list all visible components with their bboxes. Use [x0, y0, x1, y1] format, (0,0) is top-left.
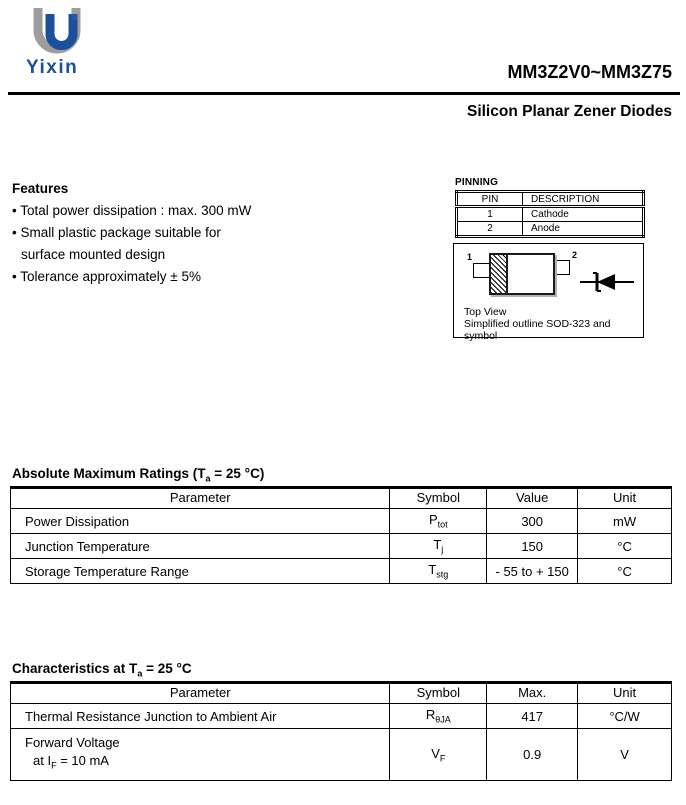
pinning-row	[457, 222, 644, 237]
parameter-line: Forward Voltage	[25, 735, 120, 751]
value-cell: 0.9	[487, 729, 578, 781]
feature-item: • Small plastic package suitable for	[12, 225, 221, 240]
caption-top-view: Top View	[464, 306, 507, 318]
description-column-header: DESCRIPTION	[523, 192, 644, 207]
condition-text: = 10 mA	[56, 753, 109, 769]
zener-diode-symbol-icon	[579, 270, 635, 299]
condition-text: at I	[33, 753, 52, 769]
table-row	[11, 559, 672, 584]
brand-logo	[26, 6, 116, 79]
table-row	[11, 729, 672, 781]
features-title: Features	[12, 181, 69, 196]
caption-outline: Simplified outline SOD-323 and symbol	[464, 318, 611, 342]
pin-column-header: PIN	[457, 192, 523, 207]
table-row	[11, 509, 672, 534]
pin-number-cell: 1	[457, 207, 523, 222]
parameter-cell: Junction Temperature	[11, 534, 390, 559]
max-column-header: Max.	[487, 682, 578, 704]
symbol-subscript: stg	[436, 569, 449, 580]
pin-description-cell: Cathode	[523, 207, 644, 222]
feature-item: • Tolerance approximately ± 5%	[12, 269, 201, 284]
page-subtitle: Silicon Planar Zener Diodes	[466, 103, 672, 120]
value-column-header: Value	[487, 487, 578, 509]
package-body-drawing	[489, 253, 555, 295]
brand-name: Yixin	[26, 57, 79, 78]
pin-number-cell: 2	[457, 222, 523, 237]
pin1-label: 1	[467, 252, 473, 262]
package-diagram-box	[453, 243, 644, 342]
heading-subscript: a	[137, 668, 143, 679]
feature-item-continuation: surface mounted design	[21, 247, 166, 262]
symbol-base: T	[428, 562, 437, 578]
pin2-lead	[554, 260, 570, 275]
symbol-subscript: j	[441, 544, 444, 555]
value-cell: 150	[487, 534, 578, 559]
value-cell: 300	[487, 509, 578, 534]
parameter-cell: Storage Temperature Range	[11, 559, 390, 584]
table-row	[11, 704, 672, 729]
unit-cell: °C	[578, 534, 672, 559]
abs-max-ratings-table	[10, 486, 672, 584]
pinning-title: PINNING	[455, 177, 499, 188]
heading-text: Absolute Maximum Ratings (T	[12, 466, 206, 481]
pin1-lead	[473, 263, 490, 278]
unit-cell: V	[578, 729, 672, 781]
heading-text: Characteristics at T	[12, 661, 138, 676]
unit-column-header: Unit	[578, 487, 672, 509]
parameter-cell: Thermal Resistance Junction to Ambient Air	[11, 704, 390, 729]
unit-cell: °C	[578, 559, 672, 584]
symbol-cell	[390, 559, 487, 584]
symbol-cell	[390, 534, 487, 559]
unit-cell: °C/W	[578, 704, 672, 729]
pinning-table	[455, 190, 645, 238]
heading-text: = 25 °C	[142, 661, 192, 676]
unit-column-header: Unit	[578, 682, 672, 704]
table-header-row	[11, 682, 672, 704]
heading-subscript: a	[205, 473, 211, 484]
parameter-condition-line	[25, 752, 389, 775]
symbol-column-header: Symbol	[390, 682, 487, 704]
parameter-cell	[11, 729, 390, 781]
pinning-row	[457, 207, 644, 222]
heading-text: = 25 °C)	[210, 466, 265, 481]
value-cell: 417	[487, 704, 578, 729]
symbol-base: V	[431, 745, 440, 761]
features-section	[12, 181, 342, 284]
part-number-title: MM3Z2V0~MM3Z75	[507, 62, 672, 82]
symbol-cell	[390, 704, 487, 729]
parameter-column-header: Parameter	[11, 487, 390, 509]
cathode-band	[491, 255, 508, 293]
symbol-cell	[390, 729, 487, 781]
unit-cell: mW	[578, 509, 672, 534]
parameter-cell: Power Dissipation	[11, 509, 390, 534]
symbol-column-header: Symbol	[390, 487, 487, 509]
symbol-base: T	[433, 537, 442, 553]
diagram-caption	[464, 306, 643, 342]
logo-u-icon	[26, 6, 116, 56]
symbol-subscript: tot	[437, 519, 448, 530]
symbol-base: P	[428, 512, 438, 528]
symbol-subscript: F	[439, 753, 446, 764]
condition-subscript: F	[51, 760, 57, 771]
characteristics-table	[10, 681, 672, 781]
header-divider-rule	[8, 92, 680, 95]
pin-description-cell: Anode	[523, 222, 644, 237]
parameter-column-header: Parameter	[11, 682, 390, 704]
symbol-base: R	[425, 707, 436, 723]
symbol-subscript: θJA	[435, 714, 451, 725]
symbol-cell	[390, 509, 487, 534]
feature-item: • Total power dissipation : max. 300 mW	[12, 203, 252, 218]
table-header-row	[11, 487, 672, 509]
value-cell: - 55 to + 150	[487, 559, 578, 584]
table-row	[11, 534, 672, 559]
pinning-header-row	[457, 192, 644, 207]
pin2-label: 2	[572, 250, 578, 260]
